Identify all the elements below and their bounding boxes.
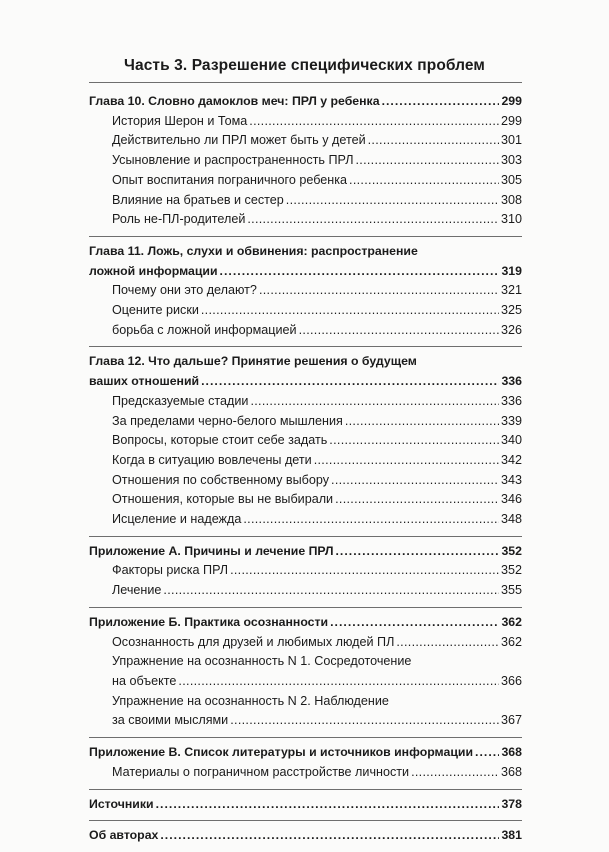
toc-chapter-entry-title: Приложение Б. Практика осознанности (89, 614, 329, 629)
dot-leader (220, 262, 500, 282)
toc-subentry-title: Материалы о пограничном расстройстве личности (112, 764, 410, 779)
dot-leader (201, 372, 499, 392)
dot-leader (331, 471, 499, 491)
toc-subentry[interactable] (89, 510, 522, 530)
toc-section (89, 237, 522, 347)
toc-subentry-title: борьба с ложной информацией (112, 322, 297, 337)
dot-leader (475, 743, 499, 763)
toc-subentry[interactable] (89, 431, 522, 451)
toc-subentry-title: Действительно ли ПРЛ может быть у детей (112, 133, 366, 148)
dot-leader (230, 711, 499, 731)
toc-subentry-title: Лечение (112, 583, 162, 598)
toc-subentry[interactable] (89, 112, 522, 132)
table-of-contents (89, 82, 522, 852)
toc-subentry-title: Исцеление и надежда (112, 512, 242, 527)
toc-chapter-entry[interactable] (89, 826, 522, 846)
toc-subentry-page-number: 355 (500, 583, 522, 598)
toc-chapter-entry-page-number: 299 (501, 94, 522, 108)
toc-chapter-entry-line1: Глава 11. Ложь, слухи и обвинения: распространение (89, 243, 418, 258)
toc-subentry-title: Факторы риска ПРЛ (112, 563, 229, 578)
toc-chapter-entry-page-number: 319 (501, 263, 522, 278)
toc-subentry[interactable] (89, 711, 522, 731)
toc-subentry-page-number: 340 (500, 433, 522, 448)
dot-leader (163, 581, 499, 601)
dot-leader (314, 451, 499, 471)
toc-chapter-entry-page-number: 352 (501, 543, 522, 558)
dot-leader (345, 412, 499, 432)
toc-subentry-page-number: 366 (500, 673, 522, 688)
dot-leader (299, 321, 499, 341)
toc-subentry[interactable] (89, 171, 522, 191)
toc-subentry-page-number: 368 (500, 764, 522, 779)
toc-subentry-page-number: 367 (500, 713, 522, 728)
toc-subentry-title: Влияние на братьев и сестер (112, 192, 284, 207)
toc-subentry[interactable] (89, 412, 522, 432)
dot-leader (355, 151, 499, 171)
dot-leader (230, 561, 499, 581)
toc-subentry-title: на объекте (112, 673, 177, 688)
toc-subentry-title: За пределами черно-белого мышления (112, 413, 343, 428)
toc-subentry-page-number: 348 (500, 512, 522, 527)
toc-subentry-title: Усыновление и распространенность ПРЛ (112, 153, 354, 168)
toc-chapter-entry-title: Глава 10. Словно дамоклов меч: ПРЛ у ребенка (89, 94, 380, 108)
toc-chapter-entry-page-number: 378 (501, 796, 522, 811)
toc-subentry[interactable] (89, 490, 522, 510)
toc-subentry-page-number: 299 (500, 113, 522, 128)
dot-leader (335, 490, 499, 510)
toc-section (89, 790, 522, 821)
toc-subentry-title: Осознанность для друзей и любимых людей ПЛ (112, 634, 395, 649)
toc-chapter-entry[interactable] (89, 542, 522, 562)
dot-leader (382, 92, 500, 112)
toc-subentry[interactable] (89, 131, 522, 151)
dot-leader (178, 672, 499, 692)
dot-leader (330, 613, 499, 633)
toc-subentry[interactable] (89, 281, 522, 301)
toc-subentry-page-number: 303 (500, 153, 522, 168)
toc-subentry-title: Отношения, которые вы не выбирали (112, 492, 334, 507)
dot-leader (259, 281, 499, 301)
section-divider (89, 82, 522, 83)
toc-subentry-page-number: 343 (500, 472, 522, 487)
toc-subentry-page-number: 346 (500, 492, 522, 507)
toc-subentry-page-number: 308 (500, 192, 522, 207)
toc-section (89, 537, 522, 607)
toc-subentry-page-number: 342 (500, 452, 522, 467)
toc-chapter-entry[interactable] (89, 92, 522, 112)
dot-leader (160, 826, 499, 846)
toc-subentry-title: Отношения по собственному выбору (112, 472, 330, 487)
toc-section (89, 738, 522, 788)
toc-section (89, 87, 522, 236)
toc-section (89, 821, 522, 852)
toc-subentry[interactable] (89, 301, 522, 321)
toc-chapter-entry-page-number: 362 (501, 614, 522, 629)
toc-chapter-entry[interactable] (89, 262, 522, 282)
toc-chapter-entry-title: Приложение В. Список литературы и источников информации (89, 745, 474, 760)
toc-subentry-title: Вопросы, которые стоит себе задать (112, 433, 328, 448)
toc-subentry-page-number: 310 (500, 212, 522, 227)
toc-chapter-entry-title: ложной информации (89, 263, 218, 278)
toc-chapter-entry-page-number: 336 (501, 374, 522, 389)
toc-subentry-page-number: 321 (500, 283, 522, 298)
toc-subentry-line1: Упражнение на осознанность N 1. Сосредоточение (112, 654, 412, 669)
toc-subentry[interactable] (89, 451, 522, 471)
toc-chapter-entry-title: Источники (89, 796, 154, 811)
toc-subentry[interactable] (89, 763, 522, 783)
dot-leader (156, 795, 500, 815)
dot-leader (335, 542, 499, 562)
toc-chapter-entry-line1: Глава 12. Что дальше? Принятие решения о будущем (89, 354, 417, 369)
toc-subentry-title: Оцените риски (112, 303, 199, 318)
dot-leader (329, 431, 499, 451)
dot-leader (247, 210, 499, 230)
toc-subentry-page-number: 352 (500, 563, 522, 578)
toc-subentry-page-number: 336 (500, 393, 522, 408)
toc-chapter-entry-title: Об авторах (89, 828, 159, 843)
toc-subentry-page-number: 325 (500, 303, 522, 318)
toc-chapter-entry-page-number: 381 (501, 828, 522, 843)
toc-chapter-entry-title: ваших отношений (89, 374, 200, 389)
toc-subentry[interactable] (89, 151, 522, 171)
dot-leader (349, 171, 499, 191)
toc-subentry[interactable] (89, 561, 522, 581)
toc-subentry-title: История Шерон и Тома (112, 113, 248, 128)
toc-subentry[interactable] (89, 321, 522, 341)
part-title: Часть 3. Разрешение специфических проблем (124, 57, 485, 74)
toc-subentry-title: Почему они это делают? (112, 283, 257, 298)
dot-leader (243, 510, 499, 530)
toc-subentry[interactable] (89, 471, 522, 491)
dot-leader (249, 112, 499, 132)
toc-subentry-page-number: 339 (500, 413, 522, 428)
toc-chapter-entry[interactable] (89, 743, 522, 763)
toc-subentry[interactable] (89, 672, 522, 692)
dot-leader (201, 301, 499, 321)
toc-chapter-entry-title: Приложение А. Причины и лечение ПРЛ (89, 543, 334, 558)
toc-subentry-title: Роль не-ПЛ-родителей (112, 212, 246, 227)
toc-section (89, 347, 522, 535)
toc-subentry-title: Предсказуемые стадии (112, 393, 249, 408)
toc-subentry-page-number: 301 (500, 133, 522, 148)
dot-leader (396, 633, 499, 653)
dot-leader (368, 131, 499, 151)
toc-subentry-line1: Упражнение на осознанность N 2. Наблюдение (112, 693, 389, 708)
toc-subentry[interactable] (89, 392, 522, 412)
toc-chapter-entry-page-number: 368 (501, 745, 522, 760)
toc-section (89, 608, 522, 737)
toc-chapter-entry[interactable] (89, 372, 522, 392)
toc-chapter-entry[interactable] (89, 795, 522, 815)
toc-subentry-title: за своими мыслями (112, 713, 229, 728)
toc-subentry[interactable] (89, 581, 522, 601)
toc-subentry-page-number: 362 (500, 634, 522, 649)
toc-chapter-entry[interactable] (89, 613, 522, 633)
toc-subentry[interactable] (89, 191, 522, 211)
toc-subentry-title: Когда в ситуацию вовлечены дети (112, 452, 312, 467)
toc-subentry-title: Опыт воспитания пограничного ребенка (112, 172, 348, 187)
toc-subentry-page-number: 326 (500, 322, 522, 337)
toc-subentry[interactable] (89, 210, 522, 230)
dot-leader (286, 191, 499, 211)
toc-subentry[interactable] (89, 633, 522, 653)
dot-leader (250, 392, 499, 412)
toc-subentry-page-number: 305 (500, 172, 522, 187)
dot-leader (411, 763, 499, 783)
